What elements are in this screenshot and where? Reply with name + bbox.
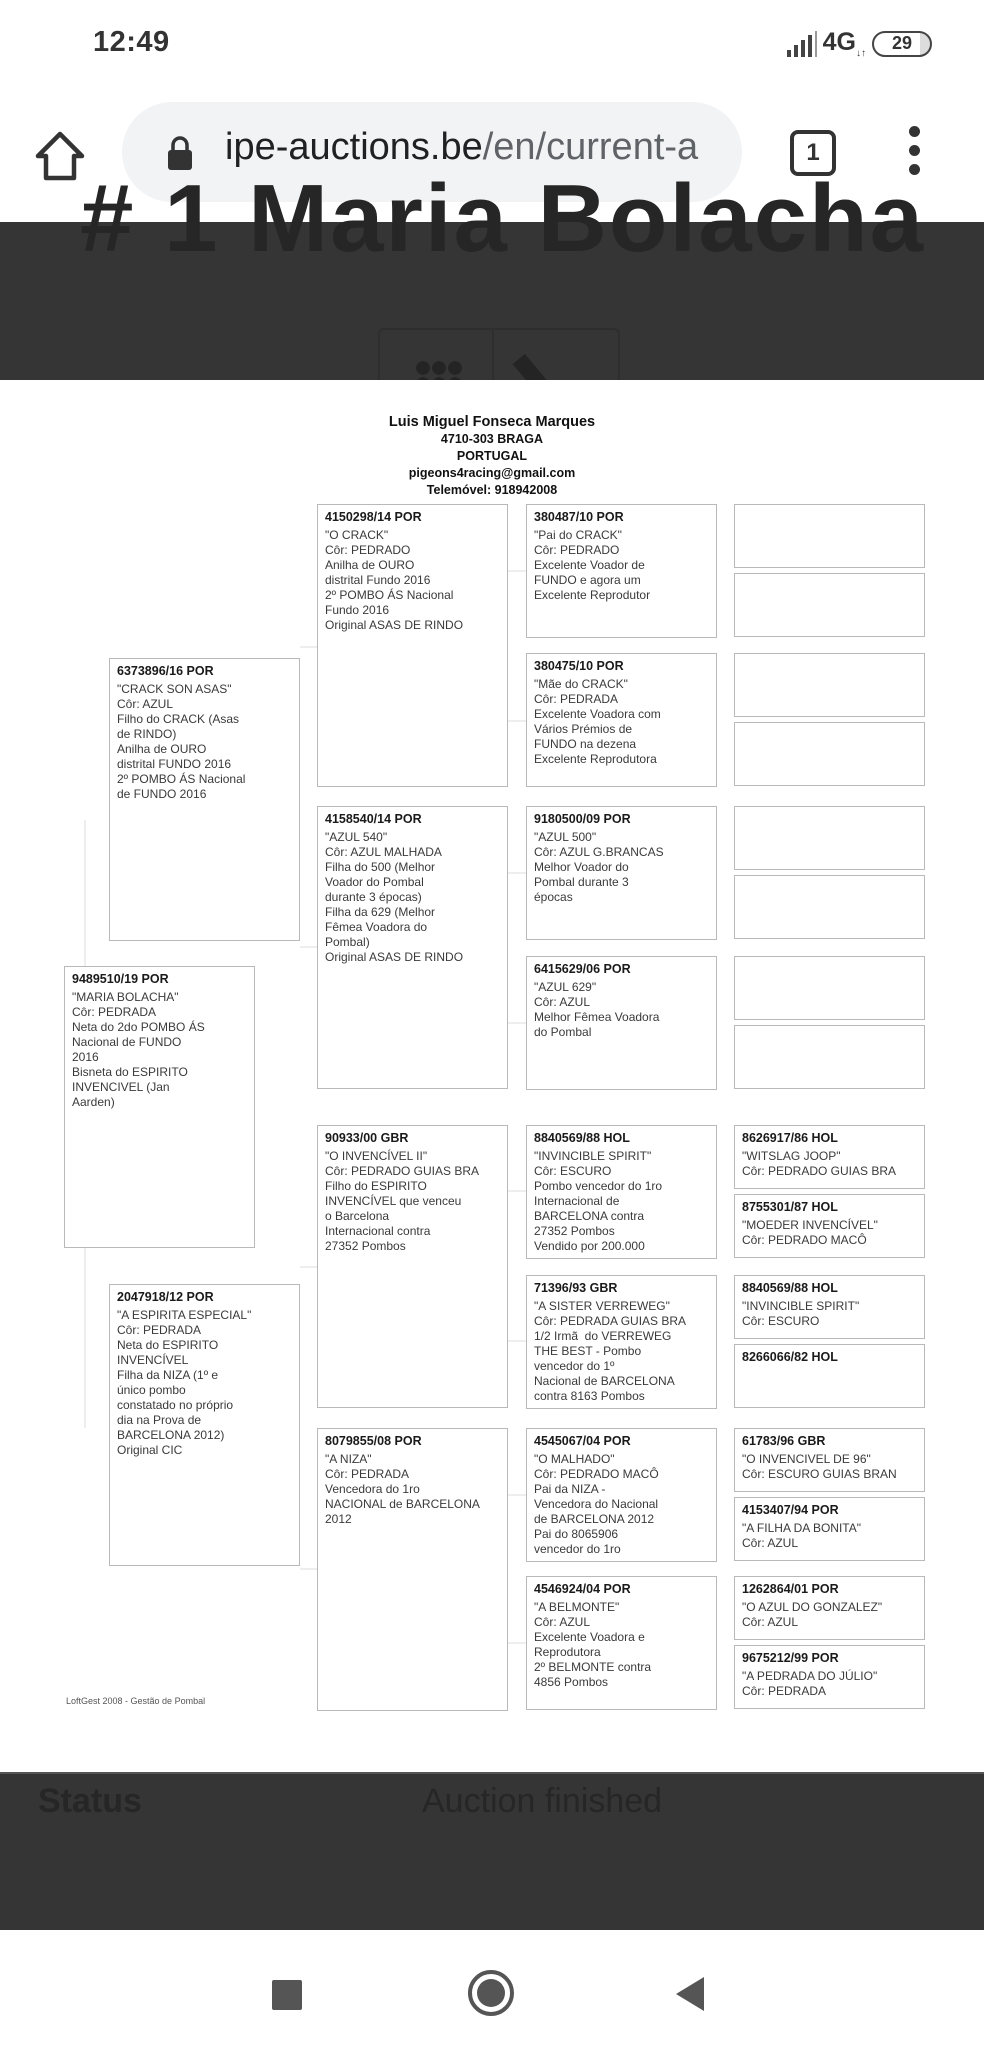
ring-number: 2047918/12 POR <box>117 1290 214 1304</box>
pigeon-detail-line: Internacional contra <box>325 1224 431 1238</box>
url-path: /en/current-a <box>482 126 699 168</box>
data-arrows-icon: ↓↑ <box>856 48 866 59</box>
pigeon-detail-line: Voador do Pombal <box>325 875 424 889</box>
menu-dot <box>909 126 920 137</box>
pigeon-detail-line: Côr: PEDRADO MACÔ <box>742 1233 867 1247</box>
ring-number: 9675212/99 POR <box>742 1651 839 1665</box>
pigeon-detail-line: Côr: AZUL MALHADA <box>325 845 442 859</box>
pedigree-great-great-grandparent-box <box>734 1275 925 1339</box>
ring-number: 61783/96 GBR <box>742 1434 826 1448</box>
dimmed-page-details[interactable] <box>0 1772 984 1930</box>
pigeon-detail-line: de FUNDO 2016 <box>117 787 207 801</box>
home-circle-icon[interactable] <box>468 1970 514 2016</box>
ring-number: 6373896/16 POR <box>117 664 214 678</box>
pigeon-detail-line: vencedor do 1º <box>534 1359 615 1373</box>
pigeon-detail-line: Côr: AZUL <box>742 1615 799 1629</box>
pedigree-great-great-grandparent-box <box>734 1645 925 1709</box>
pigeon-detail-line: contra 8163 Pombos <box>534 1389 645 1403</box>
pigeon-detail-line: Internacional de <box>534 1194 620 1208</box>
pigeon-detail-line: 4856 Pombos <box>534 1675 609 1689</box>
ring-number: 90933/00 GBR <box>325 1131 409 1145</box>
tree-connector-line <box>84 820 86 966</box>
pigeon-detail-line: Côr: PEDRADO <box>325 543 411 557</box>
pigeon-detail-line: Bisneta do ESPIRITO <box>72 1065 188 1079</box>
pigeon-detail-line: Anilha de OURO <box>117 742 207 756</box>
pigeon-detail-line: INVENCÍVEL <box>117 1353 189 1367</box>
pigeon-detail-line: Côr: PEDRADO GUIAS BRA <box>325 1164 480 1178</box>
url-text[interactable] <box>225 126 725 169</box>
ring-number: 4546924/04 POR <box>534 1582 631 1596</box>
tree-connector-line <box>508 1340 526 1342</box>
pigeon-detail-line: Pombal) <box>325 935 370 949</box>
network-type <box>823 28 866 59</box>
lot-title: # 1 Maria Bolacha <box>80 165 926 272</box>
dimmed-page-header[interactable] <box>0 165 984 380</box>
pigeon-detail-line: Côr: ESCURO GUIAS BRAN <box>742 1467 897 1481</box>
pedigree-grandparent-box <box>317 806 508 1089</box>
pedigree-great-grandparent-box <box>526 1275 717 1409</box>
pedigree-dam-box <box>109 1284 300 1566</box>
pigeon-detail-line: Pai do 8065906 <box>534 1527 619 1541</box>
ring-number: 8840569/88 HOL <box>742 1281 838 1295</box>
pigeon-detail-line: Pai da NIZA - <box>534 1482 606 1496</box>
pigeon-detail-line: Côr: ESCURO <box>742 1314 820 1328</box>
tree-connector-line <box>508 570 526 572</box>
breeder-name: Luis Miguel Fonseca Marques <box>388 414 596 430</box>
tree-connector-line <box>508 1190 526 1192</box>
pedigree-subject-box <box>64 966 255 1248</box>
software-credit: LoftGest 2008 - Gestão de Pombal <box>66 1696 206 1706</box>
pigeon-detail-line: Excelente Reprodutora <box>534 752 657 766</box>
pigeon-detail-line: vencedor do 1ro <box>534 1542 621 1556</box>
pigeon-detail-line: Filha da 629 (Melhor <box>325 905 436 919</box>
pigeon-detail-line: FUNDO na dezena <box>534 737 637 751</box>
pigeon-detail-line: "A ESPIRITA ESPECIAL" <box>117 1308 252 1322</box>
pigeon-detail-line: Côr: AZUL <box>534 1615 591 1629</box>
clock: 12:49 <box>93 26 170 58</box>
pigeon-detail-line: BARCELONA 2012) <box>117 1428 225 1442</box>
pigeon-detail-line: Fundo 2016 <box>325 603 390 617</box>
pigeon-detail-line: 2º BELMONTE contra <box>534 1660 652 1674</box>
pedigree-great-great-grandparent-box <box>734 1125 925 1189</box>
breeder-phone: Telemóvel: 918942008 <box>426 483 558 497</box>
battery-icon: 29 <box>872 31 932 57</box>
ring-number: 380487/10 POR <box>534 510 624 524</box>
pigeon-detail-line: Excelente Reprodutor <box>534 588 651 602</box>
pigeon-detail-line: de RINDO) <box>117 727 177 741</box>
pigeon-detail-line: épocas <box>534 890 573 904</box>
pigeon-detail-line: Melhor Voador do <box>534 860 629 874</box>
pedigree-great-grandparent-box <box>526 956 717 1090</box>
pedigree-great-great-grandparent-box <box>734 573 925 637</box>
pedigree-great-great-grandparent-box <box>734 875 925 939</box>
pigeon-detail-line: Côr: ESCURO <box>534 1164 612 1178</box>
ring-number: 8840569/88 HOL <box>534 1131 630 1145</box>
pigeon-detail-line: único pombo <box>117 1383 186 1397</box>
pigeon-detail-line: Original ASAS DE RINDO <box>325 950 464 964</box>
pigeon-detail-line: FUNDO e agora um <box>534 573 641 587</box>
pigeon-detail-line: durante 3 épocas) <box>325 890 422 904</box>
pigeon-detail-line: Reprodutora <box>534 1645 601 1659</box>
pigeon-detail-line: Côr: AZUL G.BRANCAS <box>534 845 664 859</box>
pigeon-detail-line: Côr: PEDRADO GUIAS BRA <box>742 1164 897 1178</box>
ring-number: 8755301/87 HOL <box>742 1200 838 1214</box>
pedigree-great-great-grandparent-box <box>734 1576 925 1640</box>
pigeon-detail-line: o Barcelona <box>325 1209 390 1223</box>
pigeon-detail-line: Côr: PEDRADO MACÔ <box>534 1467 659 1481</box>
pigeon-detail-line: Nacional de FUNDO <box>72 1035 182 1049</box>
pedigree-great-great-grandparent-box <box>734 722 925 786</box>
pigeon-detail-line: Côr: AZUL <box>534 995 591 1009</box>
pigeon-detail-line: do Pombal <box>534 1025 592 1039</box>
pedigree-great-great-grandparent-box <box>734 653 925 717</box>
tree-connector-line <box>508 720 526 722</box>
pedigree-great-grandparent-box <box>526 653 717 787</box>
ring-number: 71396/93 GBR <box>534 1281 618 1295</box>
pigeon-detail-line: Filho do ESPIRITO <box>325 1179 427 1193</box>
ring-number: 9180500/09 POR <box>534 812 631 826</box>
pedigree-great-grandparent-box <box>526 1576 717 1710</box>
pigeon-detail-line: "O MALHADO" <box>534 1452 615 1466</box>
pigeon-detail-line: Côr: PEDRADA <box>534 692 619 706</box>
pigeon-detail-line: Vencedora do 1ro <box>325 1482 420 1496</box>
status-icons <box>787 28 932 59</box>
tree-connector-line <box>300 1568 317 1570</box>
pigeon-detail-line: distrital Fundo 2016 <box>325 573 431 587</box>
breeder-address: 4710-303 BRAGA <box>440 432 544 446</box>
pigeon-detail-line: Côr: PEDRADA GUIAS BRA <box>534 1314 687 1328</box>
pigeon-detail-line: Excelente Voadora e <box>534 1630 645 1644</box>
pigeon-detail-line: Côr: AZUL <box>117 697 174 711</box>
pigeon-detail-line: 2016 <box>72 1050 99 1064</box>
ring-number: 8626917/86 HOL <box>742 1131 838 1145</box>
pigeon-detail-line: Côr: PEDRADO <box>534 543 620 557</box>
recents-icon[interactable] <box>272 1980 302 2010</box>
ring-number: 8079855/08 POR <box>325 1434 422 1448</box>
pedigree-great-great-grandparent-box <box>734 1497 925 1561</box>
pedigree-great-grandparent-box <box>526 504 717 638</box>
pigeon-detail-line: "CRACK SON ASAS" <box>117 682 232 696</box>
pigeon-detail-line: Anilha de OURO <box>325 558 415 572</box>
pigeon-detail-line: "A SISTER VERREWEG" <box>534 1299 670 1313</box>
ring-number: 1262864/01 POR <box>742 1582 839 1596</box>
breeder-email: pigeons4racing@gmail.com <box>408 466 576 480</box>
pedigree-grandparent-box <box>317 504 508 787</box>
ring-number: 4150298/14 POR <box>325 510 422 524</box>
pigeon-detail-line: 2012 <box>325 1512 352 1526</box>
breeder-info <box>0 414 984 499</box>
pigeon-detail-line: Côr: PEDRADA <box>72 1005 157 1019</box>
tree-connector-line <box>508 1494 526 1496</box>
pigeon-detail-line: Original ASAS DE RINDO <box>325 618 464 632</box>
status-label: Status <box>38 1782 142 1820</box>
pigeon-detail-line: "A BELMONTE" <box>534 1600 620 1614</box>
tab-count: 1 <box>806 139 820 166</box>
tree-connector-line <box>300 946 317 948</box>
pedigree-grandparent-box <box>317 1428 508 1711</box>
pigeon-detail-line: 27352 Pombos <box>325 1239 406 1253</box>
url-host: ipe-auctions.be <box>225 126 483 168</box>
pigeon-detail-line: Original CIC <box>117 1443 183 1457</box>
tree-connector-line <box>508 1022 526 1024</box>
pigeon-detail-line: "WITSLAG JOOP" <box>742 1149 841 1163</box>
ring-number: 8266066/82 HOL <box>742 1350 838 1364</box>
pigeon-detail-line: Côr: PEDRADA <box>325 1467 410 1481</box>
tree-connector-line <box>300 646 317 648</box>
pedigree-great-great-grandparent-box <box>734 1428 925 1492</box>
pigeon-detail-line: Melhor Fêmea Voadora <box>534 1010 660 1024</box>
menu-dot <box>909 145 920 156</box>
tree-connector-line <box>300 1266 317 1268</box>
pigeon-detail-line: "O CRACK" <box>325 528 389 542</box>
pedigree-grandparent-box <box>317 1125 508 1408</box>
pedigree-great-great-grandparent-box <box>734 1344 925 1408</box>
ring-number: 4158540/14 POR <box>325 812 422 826</box>
pigeon-detail-line: THE BEST - Pombo <box>534 1344 642 1358</box>
pigeon-detail-line: Vencedora do Nacional <box>534 1497 659 1511</box>
ring-number: 6415629/06 POR <box>534 962 631 976</box>
ring-number: 4545067/04 POR <box>534 1434 631 1448</box>
tree-connector-line <box>508 1642 526 1644</box>
pigeon-detail-line: NACIONAL de BARCELONA <box>325 1497 480 1511</box>
status-bar <box>0 0 984 88</box>
pigeon-detail-line: Neta do 2do POMBO ÁS <box>72 1020 205 1034</box>
pigeon-detail-line: Filha da NIZA (1º e <box>117 1368 219 1382</box>
pigeon-detail-line: "AZUL 629" <box>534 980 597 994</box>
pedigree-great-great-grandparent-box <box>734 504 925 568</box>
ring-number: 380475/10 POR <box>534 659 624 673</box>
signal-icon <box>787 31 817 57</box>
pigeon-detail-line: Pombo vencedor do 1ro <box>534 1179 663 1193</box>
status-value: Auction finished <box>422 1782 663 1820</box>
pigeon-detail-line: Nacional de BARCELONA <box>534 1374 675 1388</box>
pedigree-great-great-grandparent-box <box>734 956 925 1020</box>
system-nav-bar <box>0 1930 984 2048</box>
pigeon-detail-line: dia na Prova de <box>117 1413 202 1427</box>
pigeon-detail-line: "MOEDER INVENCÍVEL" <box>742 1218 878 1232</box>
pigeon-detail-line: 27352 Pombos <box>534 1224 615 1238</box>
pigeon-detail-line: "A FILHA DA BONITA" <box>742 1521 861 1535</box>
pigeon-detail-line: Neta do ESPIRITO <box>117 1338 219 1352</box>
pigeon-detail-line: Vendido por 200.000 <box>534 1239 645 1253</box>
ring-number: 9489510/19 POR <box>72 972 169 986</box>
pigeon-detail-line: "O INVENCIVEL DE 96" <box>742 1452 871 1466</box>
pigeon-detail-line: "Pai do CRACK" <box>534 528 622 542</box>
pigeon-detail-line: BARCELONA contra <box>534 1209 645 1223</box>
pigeon-detail-line: "Mãe do CRACK" <box>534 677 628 691</box>
pigeon-detail-line: distrital FUNDO 2016 <box>117 757 232 771</box>
pigeon-detail-line: INVENCÍVEL que venceu <box>325 1194 462 1208</box>
pigeon-detail-line: "A PEDRADA DO JÚLIO" <box>742 1669 878 1683</box>
pigeon-detail-line: "O INVENCÍVEL II" <box>325 1149 428 1163</box>
pigeon-detail-line: Excelente Voador de <box>534 558 645 572</box>
pigeon-detail-line: Filha do 500 (Melhor <box>325 860 436 874</box>
network-label: 4G <box>822 28 856 56</box>
pedigree-image[interactable] <box>0 380 984 1772</box>
tree-connector-line <box>84 1248 86 1428</box>
pigeon-detail-line: Fêmea Voadora do <box>325 920 428 934</box>
pigeon-detail-line: "AZUL 500" <box>534 830 597 844</box>
tree-connector-line <box>508 872 526 874</box>
pigeon-detail-line: 2º POMBO ÁS Nacional <box>117 772 246 786</box>
breeder-country: PORTUGAL <box>456 449 528 463</box>
pedigree-sire-box <box>109 658 300 941</box>
ring-number: 4153407/94 POR <box>742 1503 839 1517</box>
pedigree-great-grandparent-box <box>526 806 717 940</box>
pigeon-detail-line: Côr: PEDRADA <box>117 1323 202 1337</box>
pigeon-detail-line: Pombal durante 3 <box>534 875 629 889</box>
pedigree-great-grandparent-box <box>526 1428 717 1562</box>
pedigree-great-great-grandparent-box <box>734 1194 925 1258</box>
pigeon-detail-line: Côr: AZUL <box>742 1536 799 1550</box>
back-icon[interactable] <box>676 1977 704 2011</box>
pigeon-detail-line: "INVINCIBLE SPIRIT" <box>534 1149 652 1163</box>
pigeon-detail-line: "AZUL 540" <box>325 830 388 844</box>
pigeon-detail-line: "O AZUL DO GONZALEZ" <box>742 1600 883 1614</box>
pigeon-detail-line: "A NIZA" <box>325 1452 372 1466</box>
pigeon-detail-line: Excelente Voadora com <box>534 707 661 721</box>
pedigree-great-great-grandparent-box <box>734 1025 925 1089</box>
pigeon-detail-line: constatado no próprio <box>117 1398 234 1412</box>
pigeon-detail-line: INVENCIVEL (Jan <box>72 1080 170 1094</box>
pigeon-detail-line: 1/2 Irmã do VERREWEG <box>534 1329 672 1343</box>
pigeon-detail-line: 2º POMBO ÁS Nacional <box>325 588 454 602</box>
pigeon-detail-line: Côr: PEDRADA <box>742 1684 827 1698</box>
pigeon-detail-line: Vários Prémios de <box>534 722 633 736</box>
pigeon-detail-line: Aarden) <box>72 1095 115 1109</box>
pedigree-great-grandparent-box <box>526 1125 717 1259</box>
pigeon-detail-line: de BARCELONA 2012 <box>534 1512 655 1526</box>
pigeon-detail-line: Filho do CRACK (Asas <box>117 712 240 726</box>
pigeon-detail-line: "MARIA BOLACHA" <box>72 990 179 1004</box>
pigeon-detail-line: "INVINCIBLE SPIRIT" <box>742 1299 860 1313</box>
pedigree-great-great-grandparent-box <box>734 806 925 870</box>
